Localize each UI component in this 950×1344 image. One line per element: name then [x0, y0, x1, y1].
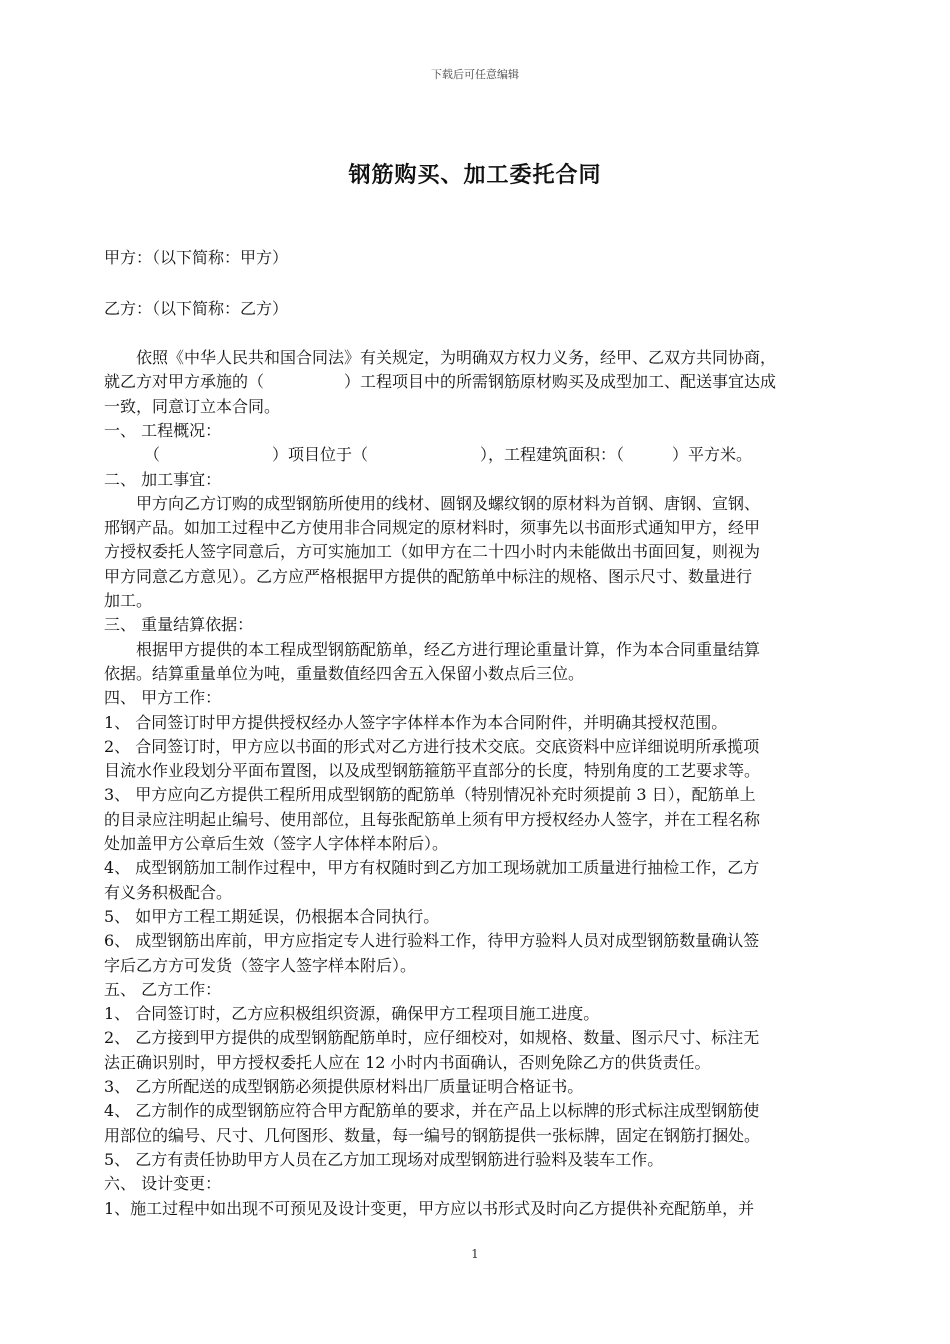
body-line: 5、 乙方有责任协助甲方人员在乙方加工现场对成型钢筋进行验料及装车工作。: [104, 1149, 664, 1169]
body-line: 2、 合同签订时，甲方应以书面的形式对乙方进行技术交底。交底资料中应详细说明所承揽项: [104, 736, 760, 756]
body-line: 一致，同意订立本合同。: [104, 396, 281, 416]
body-line: 加工。: [104, 591, 153, 610]
body-line: 方授权委托人签字同意后，方可实施加工（如甲方在二十四小时内未能做出书面回复，则视为: [104, 542, 761, 562]
body-line: 处加盖甲方公章后生效（签字人字体样本附后）。: [104, 834, 449, 853]
body-line: 目流水作业段划分平面布置图，以及成型钢筋箍筋平直部分的长度，特别角度的工艺要求等。: [104, 761, 761, 781]
body-line: 就乙方对甲方承施的（ ）工程项目中的所需钢筋原材购买及成型加工、配送事宜达成: [104, 372, 777, 392]
body-line: 4、 乙方制作的成型钢筋应符合甲方配筋单的要求，并在产品上以标牌的形式标注成型钢筋使: [104, 1101, 760, 1121]
body-line: 六、 设计变更：: [104, 1174, 222, 1194]
body-line: 邢钢产品。如加工过程中乙方使用非合同规定的原材料时，须事先以书面形式通知甲方，经甲: [104, 518, 761, 538]
document-title: 钢筋购买、加工委托合同: [348, 162, 602, 188]
body-line: 5、 如甲方工程工期延误，仍根据本合同执行。: [104, 906, 440, 926]
body-line: 6、 成型钢筋出库前，甲方应指定专人进行验料工作，待甲方验料人员对成型钢筋数量确认签: [104, 931, 760, 951]
body-line: 依据。结算重量单位为吨，重量数值经四舍五入保留小数点后三位。: [104, 663, 585, 683]
body-line: 1、施工过程中如出现不可预见及设计变更，甲方应以书形式及时向乙方提供补充配筋单，并: [104, 1198, 755, 1218]
body-line: 1、 合同签订时，乙方应积极组织资源，确保甲方工程项目施工进度。: [104, 1004, 600, 1024]
body-line: 根据甲方提供的本工程成型钢筋配筋单，经乙方进行理论重量计算，作为本合同重量结算: [104, 639, 761, 659]
body-line: 3、 甲方应向乙方提供工程所用成型钢筋的配筋单（特别情况补充时须提前 3 日），配筋单上: [104, 785, 756, 805]
body-line: 三、 重量结算依据：: [104, 615, 254, 635]
body-line: 二、 加工事宜：: [104, 469, 222, 489]
body-line: 字后乙方方可发货（签字人签字样本附后）。: [104, 955, 417, 975]
body-line: 用部位的编号、尺寸、几何图形、数量，每一编号的钢筋提供一张标牌，固定在钢筋打捆处。: [104, 1125, 761, 1145]
header-note: 下载后可任意编辑: [431, 68, 519, 81]
body-line: 甲方向乙方订购的成型钢筋所使用的线材、圆钢及螺纹钢的原材料为首钢、唐钢、宣钢、: [104, 493, 761, 513]
body-line: 五、 乙方工作：: [104, 979, 222, 999]
body-line: （ ）项目位于（ ），工程建筑面积：（ ）平方米。: [104, 445, 753, 465]
body-line: 四、 甲方工作：: [104, 688, 222, 708]
body-line: 2、 乙方接到甲方提供的成型钢筋配筋单时，应仔细校对，如规格、数量、图示尺寸、标注无: [104, 1028, 760, 1048]
body-line: 3、 乙方所配送的成型钢筋必须提供原材料出厂质量证明合格证书。: [104, 1077, 584, 1096]
body-line: 有义务积极配合。: [104, 882, 233, 902]
body-line: 甲方同意乙方意见）。乙方应严格根据甲方提供的配筋单中标注的规格、图示尺寸、数量进行: [104, 566, 753, 586]
body-line: 依照《中华人民共和国合同法》有关规定，为明确双方权力义务，经甲、乙双方共同协商，: [104, 348, 777, 367]
page-number: 1: [471, 1247, 479, 1261]
party-a-line: 甲方：（以下简称：甲方）: [104, 248, 289, 267]
body-line: 法正确识别时，甲方授权委托人应在 12 小时内书面确认，否则免除乙方的供货责任。: [104, 1052, 711, 1072]
party-b-line: 乙方：（以下简称：乙方）: [104, 299, 289, 318]
body-line: 的目录应注明起止编号、使用部位，且每张配筋单上须有甲方授权经办人签字，并在工程名称: [104, 809, 761, 829]
body-line: 1、 合同签订时甲方提供授权经办人签字字体样本作为本合同附件，并明确其授权范围。: [104, 712, 728, 732]
body-line: 4、 成型钢筋加工制作过程中，甲方有权随时到乙方加工现场就加工质量进行抽检工作，乙方: [104, 858, 760, 878]
body-line: 一、 工程概况：: [104, 420, 222, 440]
